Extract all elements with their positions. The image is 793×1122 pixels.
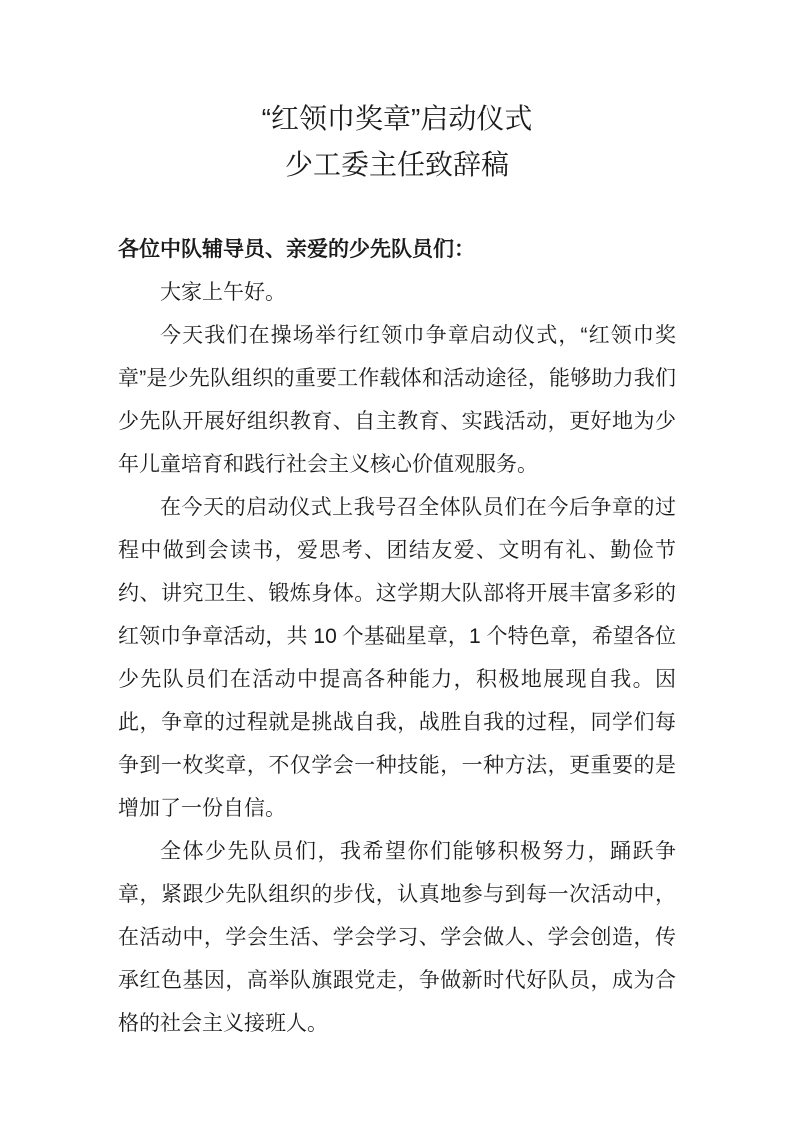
paragraph-closing: 全体少先队员们，我希望你们能够积极努力，踊跃争章，紧跟少先队组织的步伐，认真地参与到每一次活动中，在活动中，学会生活、学会学习、学会做人、学会创造，传承红色基因，高举队旗跟党走，争做新时代好队员，成为合格的社会主义接班人。 <box>118 840 676 1035</box>
salutation-line: 各位中队辅导员、亲爱的少先队员们： <box>118 238 475 261</box>
document-title <box>118 96 676 188</box>
title-line-1: “红领巾奖章”启动仪式 <box>261 103 533 134</box>
title-line-2: 少工委主任致辞稿 <box>284 149 509 180</box>
paragraph-call-to-action: 在今天的启动仪式上我号召全体队员们在今后争章的过程中做到会读书，爱思考、团结友爱、文明有礼、勤俭节约、讲究卫生、锻炼身体。这学期大队部将开展丰富多彩的红领巾争章活动，共 10 个基础星章，1 个特色章，希望各位少先队员们在活动中提高各种能力，积极地展现自我。因此，争章的过程就是挑战自我，战胜自我的过程，同学们每争到一枚奖章，不仅学会一种技能，一种方法，更重要的是增加了一份自信。 <box>118 496 676 820</box>
paragraph-intro: 今天我们在操场举行红领巾争章启动仪式，“红领巾奖章”是少先队组织的重要工作载体和活动途径，能够助力我们少先队开展好组织教育、自主教育、实践活动，更好地为少年儿童培育和践行社会主义核心价值观服务。 <box>118 324 676 476</box>
paragraph-greeting: 大家上午好。 <box>160 281 286 304</box>
